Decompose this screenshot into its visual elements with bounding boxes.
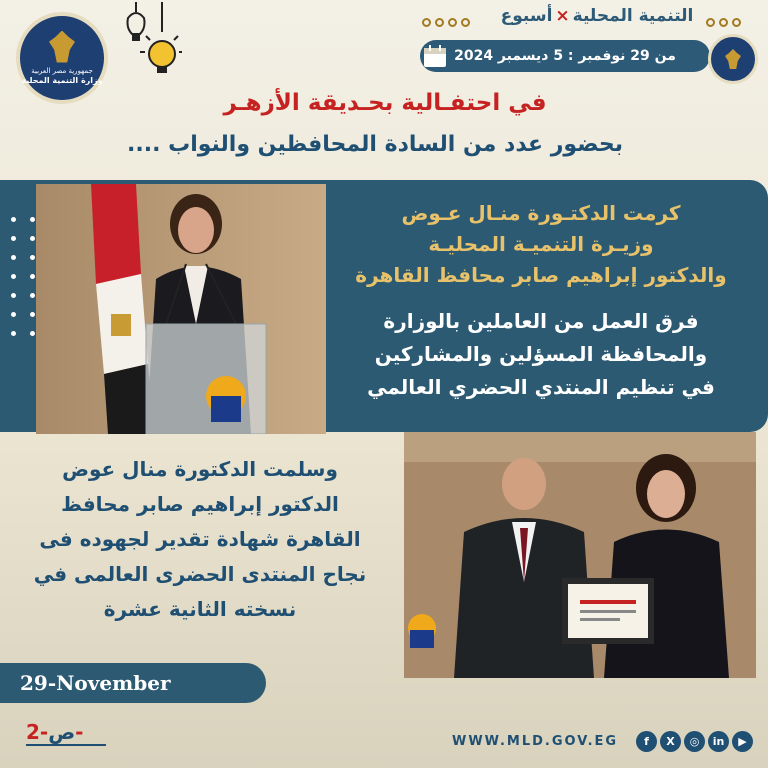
logo-line1: جمهورية مصر العربية — [31, 66, 93, 75]
body-line: الدكتور إبراهيم صابر محافظ — [61, 492, 339, 516]
facebook-icon[interactable]: f — [636, 731, 657, 752]
gold-line: كرمت الدكتـورة منـال عـوض — [401, 201, 681, 225]
eagle-emblem-icon — [49, 31, 75, 63]
lightbulb-icon — [120, 2, 182, 82]
x-twitter-icon[interactable]: X — [660, 731, 681, 752]
gold-line: وزيـرة التنميـة المحليـة — [428, 232, 654, 256]
page-underline — [26, 744, 106, 746]
gold-line: والدكتور إبراهيم صابر محافظ القاهرة — [355, 263, 727, 287]
week-title — [492, 6, 702, 26]
white-line: والمحافظة المسؤلين والمشاركين — [374, 342, 708, 366]
small-eagle-icon — [725, 49, 741, 69]
headline-line1: في احتفـالية بحـديقة الأزهـر — [223, 90, 547, 116]
photo-podium — [36, 184, 326, 434]
date-label: 29-November — [20, 671, 171, 695]
white-line: في تنظيم المنتدي الحضري العالمي — [367, 375, 715, 399]
band-white-text — [332, 305, 750, 404]
headline-line2: بحضور عدد من السادة المحافظين والنواب .... — [127, 132, 623, 157]
week-title-part2: أسبوع — [500, 6, 553, 26]
ministry-logo — [16, 12, 108, 104]
social-links — [636, 731, 753, 752]
instagram-icon[interactable]: ◎ — [684, 731, 705, 752]
website-url[interactable]: WWW.MLD.GOV.EG — [452, 734, 619, 749]
decor-dots-right — [704, 12, 743, 31]
body-paragraph — [8, 452, 392, 627]
date-pill — [0, 663, 266, 703]
page-prefix: ص — [48, 720, 76, 744]
youtube-icon[interactable]: ▶ — [732, 731, 753, 752]
week-title-x: × — [555, 6, 570, 26]
week-title-part1: التنمية المحلية — [572, 6, 694, 26]
date-range-bar — [420, 40, 710, 72]
logo-line2: وزارة التنمية المحلية — [21, 75, 103, 85]
page-number: -2- — [26, 720, 84, 744]
calendar-icon — [422, 43, 448, 69]
linkedin-icon[interactable]: in — [708, 731, 729, 752]
body-line: القاهرة شهادة تقدير لجهوده فى — [39, 527, 361, 551]
date-range-text: من 29 نوفمبر : 5 ديسمبر 2024 — [454, 48, 676, 64]
small-ministry-logo — [708, 34, 758, 84]
body-line: نسخته الثانية عشرة — [103, 597, 297, 621]
band-gold-text — [332, 198, 750, 291]
body-line: وسلمت الدكتورة منال عوض — [62, 457, 338, 481]
decor-dots-left — [420, 12, 472, 31]
body-line: نجاح المنتدى الحضرى العالمى في — [33, 562, 367, 586]
page-marker — [26, 720, 83, 744]
photo-certificate — [404, 432, 756, 678]
white-line: فرق العمل من العاملين بالوزارة — [383, 309, 699, 333]
